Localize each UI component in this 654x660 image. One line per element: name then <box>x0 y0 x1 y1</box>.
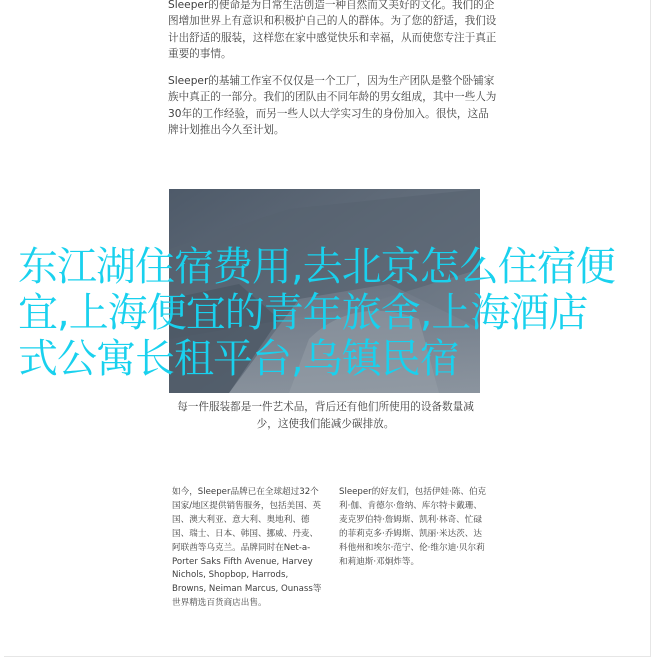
article-column-right: Sleeper的好友们，包括伊娃·陈、伯克利·伽、肯德尔·詹纳、库尔特卡戴珊、麦克罗伯特·詹姆斯、凯利·林奇、忙碌的菲莉克多·乔姆斯、凯丽·米达茨、达科他州和埃尔·范宁、伦·维尔迪·贝尔莉和莉迪斯·邓炯炸等。 <box>339 487 487 567</box>
photo-caption: 每一件服装都是一件艺术品，背后还有他们所使用的设备数量减少，这使我们能减少碳排放。 <box>177 401 474 430</box>
overlay-title: 东江湖住宿费用,去北京怎么住宿便宜,上海便宜的青年旅舍,上海酒店式公寓长租平台,乌镇民宿 <box>18 244 615 382</box>
article-paragraph-2: Sleeper的基辅工作室不仅仅是一个工厂，因为生产团队是整个卧铺家族中真正的一部分。我们的团队由不同年龄的男女组成，其中一些人为30年的工作经验，而另一些人以大学实习生的身份加入。很快，这品牌计划推出今久至计划。 <box>168 75 497 136</box>
article-column-left: 如今，Sleeper品牌已在全球超过32个国家/地区提供销售服务，包括美国、英国、澳大利亚、意大利、奥地利、德国、瑞士、日本、韩国、挪威、丹麦、阿联酋等乌克兰。品牌同时在Net-a-Porter Saks Fifth Avenue, Harvey Nichols, Shopbop, Harrods, Browns, Neiman Marcus, Ounass等世界精选百货商店出售。 <box>172 487 322 609</box>
article-paragraph-1: Sleeper的使命是为日常生活创造一种自然而又美好的文化。我们的企图增加世界上有意识和积极护自己的人的群体。为了您的舒适，我们设计出舒适的服装，这样您在家中感觉快乐和幸福，从而使您专注于真正重要的事情。 <box>168 0 497 60</box>
